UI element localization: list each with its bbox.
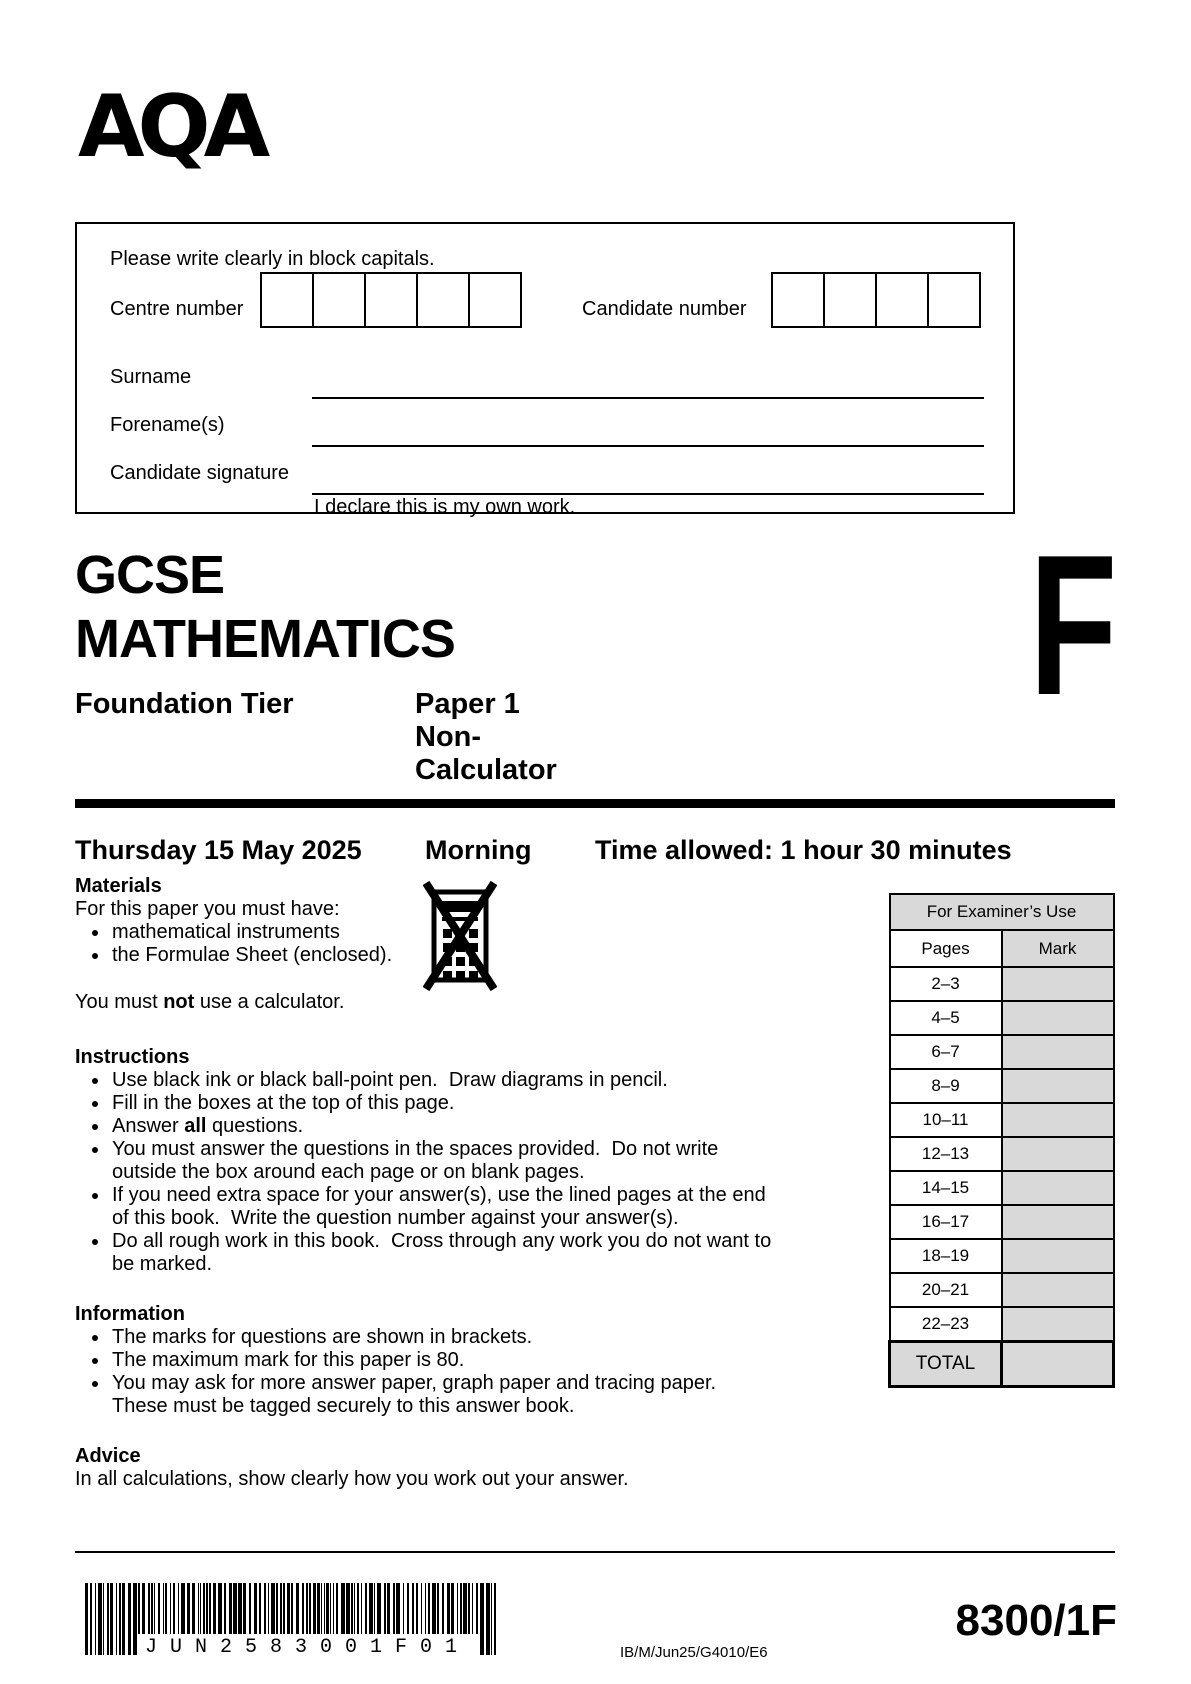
centre-number-label: Centre number (110, 298, 244, 320)
candidate-number-label: Candidate number (582, 298, 747, 320)
mark-cell (1002, 1307, 1114, 1342)
pages-cell: 2–3 (890, 967, 1002, 1001)
mark-cell (1002, 1239, 1114, 1273)
examiner-row (890, 1239, 1114, 1273)
pages-cell: 12–13 (890, 1137, 1002, 1171)
forename-label: Forename(s) (110, 414, 225, 436)
digit-box[interactable] (312, 272, 366, 328)
digit-box[interactable] (468, 272, 522, 328)
instructions-list (75, 1069, 865, 1276)
mark-cell (1002, 1273, 1114, 1307)
digit-box[interactable] (927, 272, 981, 328)
signature-input-line[interactable] (312, 493, 984, 495)
examiner-row (890, 1205, 1114, 1239)
text-run: questions. (206, 1115, 304, 1137)
mark-cell (1002, 1035, 1114, 1069)
text-run: mathematical instruments (112, 921, 340, 943)
information-list (75, 1326, 865, 1418)
qualification-title: GCSE (75, 545, 225, 605)
text-run: outside the box around each page or on blank pages. (112, 1161, 585, 1183)
text-run: These must be tagged securely to this answer book. (112, 1395, 575, 1417)
tier-paper-line (75, 688, 557, 786)
materials-intro: For this paper you must have: (75, 898, 340, 920)
barcode-text: JUN2583001F01 (137, 1634, 478, 1659)
text-run: of this book. Write the question number against your answer(s). (112, 1207, 679, 1229)
text-run: use a calculator. (194, 991, 345, 1013)
divider-thin (75, 1551, 1115, 1553)
mark-cell (1002, 967, 1114, 1001)
pages-cell: 16–17 (890, 1205, 1002, 1239)
text-run: all (184, 1115, 207, 1137)
tier-letter: F (1029, 514, 1117, 737)
text-run: Use black ink or black ball-point pen. Draw diagrams in pencil. (112, 1069, 668, 1091)
text-run: The maximum mark for this paper is 80. (112, 1349, 465, 1371)
block-capitals-instruction: Please write clearly in block capitals. (110, 248, 435, 270)
pages-cell: 10–11 (890, 1103, 1002, 1137)
barcode (85, 1583, 500, 1659)
surname-label: Surname (110, 366, 192, 388)
mark-cell (1002, 1069, 1114, 1103)
text-run: the Formulae Sheet (enclosed). (112, 944, 393, 966)
examiner-table-title: For Examiner’s Use (890, 894, 1114, 930)
text-run: You must (75, 991, 164, 1013)
mark-column-header: Mark (1002, 930, 1114, 967)
bullet-item (110, 1092, 865, 1115)
text-run: be marked. (112, 1253, 213, 1275)
exam-session: Morning (425, 835, 532, 865)
digit-box[interactable] (260, 272, 314, 328)
centre-number-boxes (260, 272, 522, 328)
total-label: TOTAL (890, 1342, 1002, 1387)
bullet-item (110, 1326, 865, 1349)
bullet-item (110, 1372, 865, 1418)
surname-input-line[interactable] (312, 397, 984, 399)
advice-heading: Advice (75, 1445, 141, 1467)
mark-cell (1002, 1001, 1114, 1035)
pages-cell: 6–7 (890, 1035, 1002, 1069)
divider-thick (75, 799, 1115, 808)
pages-cell: 18–19 (890, 1239, 1002, 1273)
text-run: not (163, 991, 195, 1013)
aqa-logo: AQA (78, 77, 264, 177)
pages-cell: 4–5 (890, 1001, 1002, 1035)
mark-cell (1002, 1205, 1114, 1239)
time-allowed: Time allowed: 1 hour 30 minutes (595, 835, 1012, 865)
examiner-row (890, 1137, 1114, 1171)
digit-box[interactable] (823, 272, 877, 328)
examiner-row (890, 1001, 1114, 1035)
examiner-row (890, 1035, 1114, 1069)
examiner-row (890, 1171, 1114, 1205)
text-run: Fill in the boxes at the top of this page. (112, 1092, 455, 1114)
materials-heading: Materials (75, 875, 162, 897)
examiner-row (890, 967, 1114, 1001)
text-run: You must answer the questions in the spaces provided. Do not write (112, 1138, 719, 1160)
text-run: You may ask for more answer paper, graph paper and tracing paper. (112, 1372, 717, 1394)
tier-label: Foundation Tier (75, 688, 294, 720)
text-run: Do all rough work in this book. Cross through any work you do not want to (112, 1230, 772, 1252)
examiner-row (890, 1103, 1114, 1137)
mark-cell (1002, 1103, 1114, 1137)
examiner-row (890, 1069, 1114, 1103)
bullet-item (110, 1230, 865, 1276)
paper-label: Paper 1 Non-Calculator (415, 688, 557, 786)
digit-box[interactable] (416, 272, 470, 328)
examiner-table-body (890, 967, 1114, 1342)
pages-cell: 8–9 (890, 1069, 1002, 1103)
bullet-item (110, 1184, 865, 1230)
forename-input-line[interactable] (312, 445, 984, 447)
candidate-number-boxes (771, 272, 981, 328)
digit-box[interactable] (771, 272, 825, 328)
bullet-item (110, 1138, 865, 1184)
digit-box[interactable] (875, 272, 929, 328)
text-run: The marks for questions are shown in brackets. (112, 1326, 533, 1348)
candidate-details-box (75, 222, 1015, 518)
advice-text: In all calculations, show clearly how you work out your answer. (75, 1468, 629, 1490)
examiner-row (890, 1273, 1114, 1307)
pages-cell: 22–23 (890, 1307, 1002, 1342)
subject-title: MATHEMATICS (75, 609, 455, 669)
text-run: Answer (112, 1115, 185, 1137)
digit-box[interactable] (364, 272, 418, 328)
signature-label: Candidate signature (110, 462, 290, 484)
pages-cell: 20–21 (890, 1273, 1002, 1307)
bullet-item (110, 1115, 865, 1138)
pages-cell: 14–15 (890, 1171, 1002, 1205)
pages-column-header: Pages (890, 930, 1002, 967)
exam-code: 8300/1F (955, 1596, 1117, 1645)
instructions-heading: Instructions (75, 1046, 190, 1068)
information-heading: Information (75, 1303, 185, 1325)
total-row (890, 1342, 1114, 1387)
bullet-item (110, 1069, 865, 1092)
bullet-item (110, 1349, 865, 1372)
examiner-row (890, 1307, 1114, 1342)
exam-date: Thursday 15 May 2025 (75, 835, 362, 865)
mark-cell (1002, 1137, 1114, 1171)
examiner-use-table (888, 893, 1115, 1388)
declaration-text: I declare this is my own work. (314, 496, 576, 518)
text-run: If you need extra space for your answer(s), use the lined pages at the end (112, 1184, 766, 1206)
no-calculator-icon (423, 876, 497, 996)
footer-reference: IB/M/Jun25/G4010/E6 (620, 1644, 768, 1661)
mark-cell (1002, 1171, 1114, 1205)
total-mark-cell (1002, 1342, 1114, 1387)
